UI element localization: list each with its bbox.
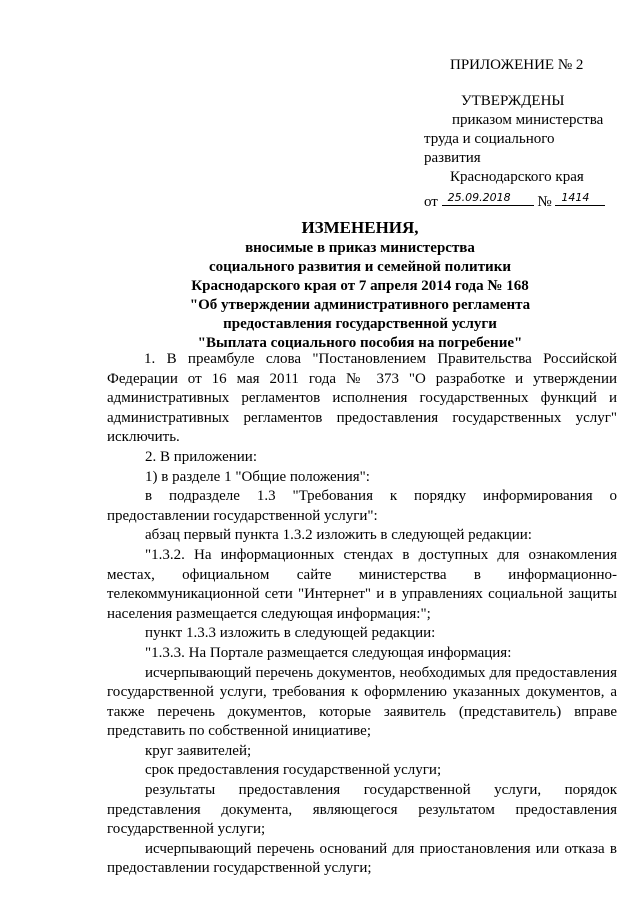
body-paragraph: пункт 1.3.3 изложить в следующей редакции: — [145, 625, 436, 642]
body-paragraph: 1. В преамбуле слова "Постановлением Правительства Российской Федерации от 16 мая 2011 года № 373 "О разработке и утверждении административных регламентов исполнения государственных функций и административных регламентов предоставления государственных услуг" исключить. — [107, 351, 617, 446]
date-prefix: от — [424, 194, 438, 210]
number-field — [555, 190, 605, 206]
number-prefix: № — [537, 194, 552, 210]
body-paragraph: 1) в разделе 1 "Общие положения": — [145, 468, 370, 485]
handwritten-date: 25.09.2018 — [447, 191, 511, 204]
body-paragraph: "1.3.2. На информационных стендах в доступных для ознакомления местах, официальном сайте министерства в информационно-телекоммуникационной сети "Интернет" и в управлениях социальной защиты населения размещается следующая информация:"; — [107, 546, 617, 622]
body-paragraph: круг заявителей; — [145, 742, 252, 759]
body-paragraph: "1.3.3. На Портале размещается следующая информация: — [145, 644, 512, 661]
approval-block — [420, 56, 610, 212]
body-paragraph: исчерпывающий перечень оснований для приостановления или отказа в предоставлении государственной услуги; — [107, 840, 617, 877]
handwritten-number: 1414 — [561, 191, 590, 204]
body-paragraph: абзац первый пункта 1.3.2 изложить в следующей редакции: — [145, 527, 532, 544]
approved-label: УТВЕРЖДЕНЫ — [461, 93, 565, 109]
document-heading — [150, 218, 570, 353]
heading-line: социального развития и семейной политики — [209, 259, 511, 275]
approval-line-1: приказом министерства — [452, 112, 604, 128]
body-paragraph: результаты предоставления государственной услуги, порядок представления документа, являющегося результатом предоставления государственной услуги; — [107, 782, 617, 838]
body-paragraph: в подразделе 1.3 "Требования к порядку информирования о предоставлении государственной услуги": — [107, 488, 617, 524]
approval-line-2: труда и социального развития — [424, 131, 555, 166]
body-paragraph: исчерпывающий перечень документов, необходимых для предоставления государственной услуги, требования к оформлению указанных документов, а также перечень документов, которые заявитель (представитель) вправе представить по собственной инициативе; — [107, 664, 617, 740]
heading-title: ИЗМЕНЕНИЯ, — [301, 218, 419, 237]
document-body — [107, 350, 617, 879]
heading-line: Краснодарского края от 7 апреля 2014 года № 168 — [191, 278, 529, 294]
body-paragraph: 2. В приложении: — [145, 448, 257, 465]
body-paragraph: срок предоставления государственной услуги; — [145, 762, 442, 779]
heading-line: "Выплата социального пособия на погребение" — [197, 335, 523, 351]
heading-line: "Об утверждении административного регламента — [189, 297, 531, 313]
date-number-line — [420, 190, 610, 212]
date-field — [442, 190, 534, 206]
appendix-label: ПРИЛОЖЕНИЕ № 2 — [450, 57, 584, 73]
heading-line: предоставления государственной услуги — [223, 316, 497, 332]
heading-line: вносимые в приказ министерства — [245, 240, 475, 256]
approval-line-3: Краснодарского края — [450, 169, 584, 185]
